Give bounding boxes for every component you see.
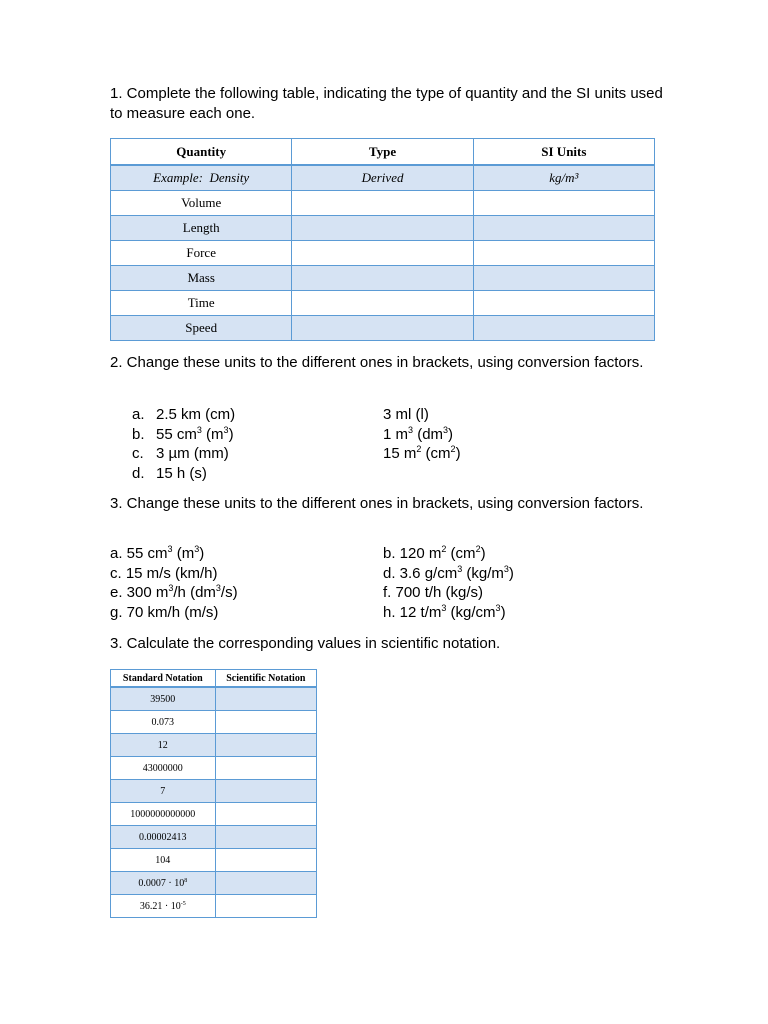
item-text: 3 ml (l) — [383, 406, 429, 423]
table-row — [111, 872, 317, 895]
quantity-cell: Speed — [111, 316, 292, 341]
scientific-answer-cell[interactable] — [215, 872, 316, 895]
superscript: 2 — [416, 444, 422, 454]
superscript: 3 — [495, 602, 501, 613]
superscript: 3 — [223, 424, 229, 435]
superscript: 3 — [408, 424, 414, 435]
item-text: (cm — [446, 545, 476, 562]
table-row — [111, 895, 317, 918]
superscript: 2 — [441, 544, 447, 554]
item-text: e. 300 m — [110, 584, 169, 601]
standard-value — [111, 757, 216, 780]
scientific-answer-cell[interactable] — [215, 803, 316, 826]
example-quantity: Density — [209, 170, 250, 185]
item-text: ) — [455, 445, 461, 462]
item-text: (m — [201, 425, 224, 443]
standard-value — [111, 803, 216, 826]
table-row — [111, 687, 317, 711]
table-row — [111, 734, 317, 757]
item-text: 55 cm — [156, 425, 197, 443]
list-item — [132, 444, 235, 464]
item-text: a. 55 cm — [110, 545, 168, 562]
superscript: 3 — [215, 583, 221, 593]
question-2-text: 2. Change these units to the different ones in brackets, using conversion factors. — [110, 354, 644, 371]
example-quantity-cell — [111, 165, 292, 191]
value-text: 0.00002413 — [139, 831, 187, 843]
superscript: 2 — [450, 444, 456, 454]
header-scientific-notation: Scientific Notation — [215, 670, 316, 688]
item-text: 15 h (s) — [156, 464, 207, 482]
type-answer-cell[interactable] — [292, 241, 473, 266]
table-row — [111, 191, 655, 216]
q3-right-list — [383, 544, 514, 622]
standard-value — [111, 872, 216, 895]
item-text: b. 120 m — [383, 545, 442, 562]
table-row — [111, 711, 317, 734]
item-text: ) — [508, 564, 514, 582]
item-text: ) — [480, 545, 486, 562]
standard-value — [111, 734, 216, 757]
item-marker: c. — [132, 445, 144, 462]
table-row — [111, 241, 655, 266]
exponent: 8 — [184, 877, 188, 884]
list-item — [383, 405, 461, 425]
table-row — [111, 826, 317, 849]
item-marker: a. — [132, 406, 145, 423]
header-standard-notation: Standard Notation — [111, 670, 216, 688]
scientific-answer-cell[interactable] — [215, 826, 316, 849]
units-answer-cell[interactable] — [473, 216, 654, 241]
list-item — [110, 544, 238, 564]
table-header-row — [111, 670, 317, 688]
table-row — [111, 316, 655, 341]
header-si-units: SI Units — [473, 139, 654, 166]
item-marker: b. — [132, 425, 145, 443]
item-text: ) — [500, 603, 506, 621]
list-item — [383, 564, 514, 584]
list-item — [132, 405, 235, 425]
example-label: Example: — [153, 170, 203, 185]
value-text: 0.0007 · 10 — [138, 877, 185, 889]
list-item — [110, 603, 238, 623]
standard-value — [111, 711, 216, 734]
list-item — [110, 564, 238, 584]
item-text: f. 700 t/h (kg/s) — [383, 584, 484, 601]
value-text: 12 — [157, 739, 168, 751]
quantity-cell: Length — [111, 216, 292, 241]
quantity-cell: Time — [111, 291, 292, 316]
item-text: 15 m — [383, 445, 417, 462]
table-row — [111, 780, 317, 803]
item-text: /s) — [220, 584, 238, 601]
table-row — [111, 266, 655, 291]
item-text: (kg/m — [462, 564, 504, 582]
value-text: 1000000000000 — [130, 808, 196, 820]
table-header-row — [111, 139, 655, 166]
superscript: 3 — [457, 563, 463, 574]
type-answer-cell[interactable] — [292, 216, 473, 241]
superscript: 3 — [194, 544, 200, 554]
scientific-answer-cell[interactable] — [215, 734, 316, 757]
example-row — [111, 165, 655, 191]
list-item — [110, 583, 238, 603]
header-quantity: Quantity — [111, 139, 292, 166]
quantity-cell: Force — [111, 241, 292, 266]
item-text: (dm — [413, 425, 444, 443]
standard-value — [111, 780, 216, 803]
standard-value — [111, 687, 216, 711]
scientific-answer-cell[interactable] — [215, 895, 316, 918]
list-item — [132, 464, 235, 484]
type-answer-cell[interactable] — [292, 291, 473, 316]
superscript: 3 — [503, 563, 509, 574]
q2-left-list — [132, 405, 235, 483]
quantity-cell: Volume — [111, 191, 292, 216]
type-answer-cell[interactable] — [292, 266, 473, 291]
item-text: h. 12 t/m — [383, 603, 442, 621]
list-item — [383, 544, 514, 564]
scientific-answer-cell[interactable] — [215, 780, 316, 803]
units-answer-cell[interactable] — [473, 241, 654, 266]
q2-right-list — [383, 405, 461, 464]
units-answer-cell[interactable] — [473, 291, 654, 316]
scientific-answer-cell[interactable] — [215, 711, 316, 734]
list-item — [383, 444, 461, 464]
superscript: 2 — [475, 544, 481, 554]
value-text: 43000000 — [142, 762, 183, 774]
table-row — [111, 757, 317, 780]
question-4-text: 3. Calculate the corresponding values in scientific notation. — [110, 635, 501, 652]
item-text: ) — [448, 425, 454, 443]
table-row — [111, 291, 655, 316]
quantities-table — [110, 138, 655, 341]
item-text: d. 3.6 g/cm — [383, 564, 458, 582]
header-type: Type — [292, 139, 473, 166]
example-type: Derived — [292, 165, 473, 191]
superscript: 3 — [167, 544, 173, 554]
item-text: c. 15 m/s (km/h) — [110, 564, 218, 582]
quantity-cell: Mass — [111, 266, 292, 291]
type-answer-cell[interactable] — [292, 191, 473, 216]
standard-value — [111, 849, 216, 872]
item-text: ) — [199, 545, 205, 562]
list-item — [383, 425, 461, 445]
table-row — [111, 216, 655, 241]
item-text: (kg/cm — [446, 603, 496, 621]
item-text: 3 µm (mm) — [156, 445, 229, 462]
superscript: 3 — [441, 602, 447, 613]
scientific-answer-cell[interactable] — [215, 849, 316, 872]
list-item — [132, 425, 235, 445]
units-answer-cell[interactable] — [473, 191, 654, 216]
superscript: 3 — [196, 424, 202, 435]
list-item — [383, 583, 514, 603]
notation-table — [110, 669, 317, 918]
q3-left-list — [110, 544, 238, 622]
table-row — [111, 803, 317, 826]
type-answer-cell[interactable] — [292, 316, 473, 341]
item-text: ) — [228, 425, 234, 443]
superscript: 3 — [443, 424, 449, 435]
value-text: 104 — [155, 854, 171, 866]
scientific-answer-cell[interactable] — [215, 757, 316, 780]
standard-value — [111, 826, 216, 849]
value-text: 7 — [160, 785, 166, 797]
question-3-text: 3. Change these units to the different ones in brackets, using conversion factors. — [110, 495, 644, 512]
table-row — [111, 849, 317, 872]
units-answer-cell[interactable] — [473, 316, 654, 341]
item-text: 1 m — [383, 425, 409, 443]
units-answer-cell[interactable] — [473, 266, 654, 291]
superscript: 3 — [168, 583, 174, 593]
item-text: (m — [172, 545, 195, 562]
item-marker: d. — [132, 464, 145, 482]
list-item — [383, 603, 514, 623]
value-text: 39500 — [150, 693, 176, 705]
item-text: 2.5 km (cm) — [156, 406, 236, 423]
value-text: 0.073 — [151, 716, 175, 728]
scientific-answer-cell[interactable] — [215, 687, 316, 711]
value-text: 36.21 · 10 — [139, 900, 181, 912]
question-1-text: 1. Complete the following table, indicating the type of quantity and the SI units used to measure each one. — [110, 85, 663, 122]
item-text: (cm — [421, 445, 451, 462]
item-text: /h (dm — [173, 584, 216, 601]
exponent: -5 — [180, 900, 186, 907]
item-text: g. 70 km/h (m/s) — [110, 603, 219, 621]
standard-value — [111, 895, 216, 918]
example-units: kg/m³ — [473, 165, 654, 191]
